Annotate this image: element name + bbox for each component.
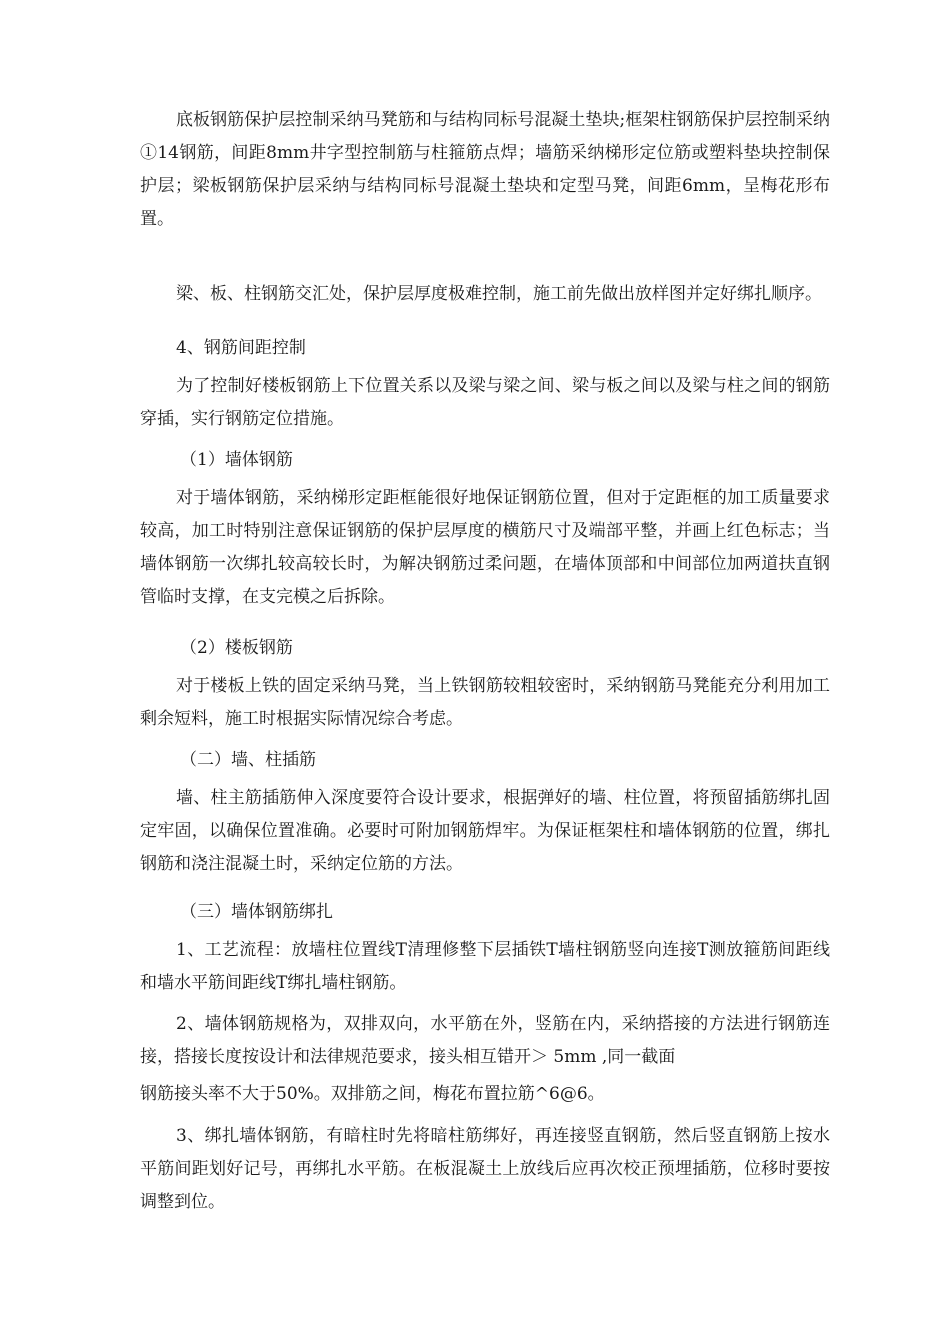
- paragraph-positioning: 为了控制好楼板钢筋上下位置关系以及梁与梁之间、梁与板之间以及梁与柱之间的钢筋穿插，实行钢筋定位措施。: [140, 376, 830, 429]
- heading-wall-binding: （三）墙体钢筋绑扎: [180, 902, 333, 922]
- heading-dowels: （二）墙、柱插筋: [180, 750, 316, 770]
- heading-wall-rebar: （1）墙体钢筋: [180, 450, 293, 470]
- paragraph-dowels: 墙、柱主筋插筋伸入深度要符合设计要求，根据弹好的墙、柱位置，将预留插筋绑扎固定牢固，以确保位置准确。必要时可附加钢筋焊牢。为保证框架柱和墙体钢筋的位置，绑扎钢筋和浇注混凝土时，采纳定位筋的方法。: [140, 788, 830, 874]
- heading-spacing-control: 4、钢筋间距控制: [176, 338, 306, 358]
- paragraph-wall-spec-continued: 钢筋接头率不大于50%。双排筋之间，梅花布置拉筋^6@6。: [140, 1084, 605, 1104]
- paragraph-cover-control: 底板钢筋保护层控制采纳马凳筋和与结构同标号混凝土垫块;框架柱钢筋保护层控制采纳①14钢筋，间距8mm井字型控制筋与柱箍筋点焊；墙筋采纳梯形定位筋或塑料垫块控制保护层；梁板钢筋保护层采纳与结构同标号混凝土垫块和定型马凳，间距6mm，呈梅花形布置。: [140, 110, 830, 229]
- heading-slab-rebar: （2）楼板钢筋: [180, 638, 293, 658]
- paragraph-binding-steps: 3、绑扎墙体钢筋，有暗柱时先将暗柱筋绑好，再连接竖直钢筋，然后竖直钢筋上按水平筋间距划好记号，再绑扎水平筋。在板混凝土上放线后应再次校正预埋插筋，位移时要按调整到位。: [140, 1126, 830, 1212]
- paragraph-wall-spec: 2、墙体钢筋规格为，双排双向，水平筋在外，竖筋在内，采纳搭接的方法进行钢筋连接，搭接长度按设计和法律规范要求，接头相互错开＞ 5mm ,同一截面: [140, 1014, 830, 1067]
- paragraph-process-flow: 1、工艺流程：放墙柱位置线T清理修整下层插铁T墙柱钢筋竖向连接T测放箍筋间距线和墙水平筋间距线T绑扎墙柱钢筋。: [140, 940, 830, 993]
- paragraph-slab-rebar: 对于楼板上铁的固定采纳马凳，当上铁钢筋较粗较密时，采纳钢筋马凳能充分利用加工剩余短料，施工时根据实际情况综合考虑。: [140, 676, 830, 729]
- paragraph-intersection: 梁、板、柱钢筋交汇处，保护层厚度极难控制，施工前先做出放样图并定好绑扎顺序。: [176, 284, 822, 304]
- paragraph-wall-rebar: 对于墙体钢筋，采纳梯形定距框能很好地保证钢筋位置，但对于定距框的加工质量要求较高，加工时特别注意保证钢筋的保护层厚度的横筋尺寸及端部平整，并画上红色标志；当墙体钢筋一次绑扎较高较长时，为解决钢筋过柔问题，在墙体顶部和中间部位加两道扶直钢管临时支撑，在支完模之后拆除。: [140, 488, 830, 607]
